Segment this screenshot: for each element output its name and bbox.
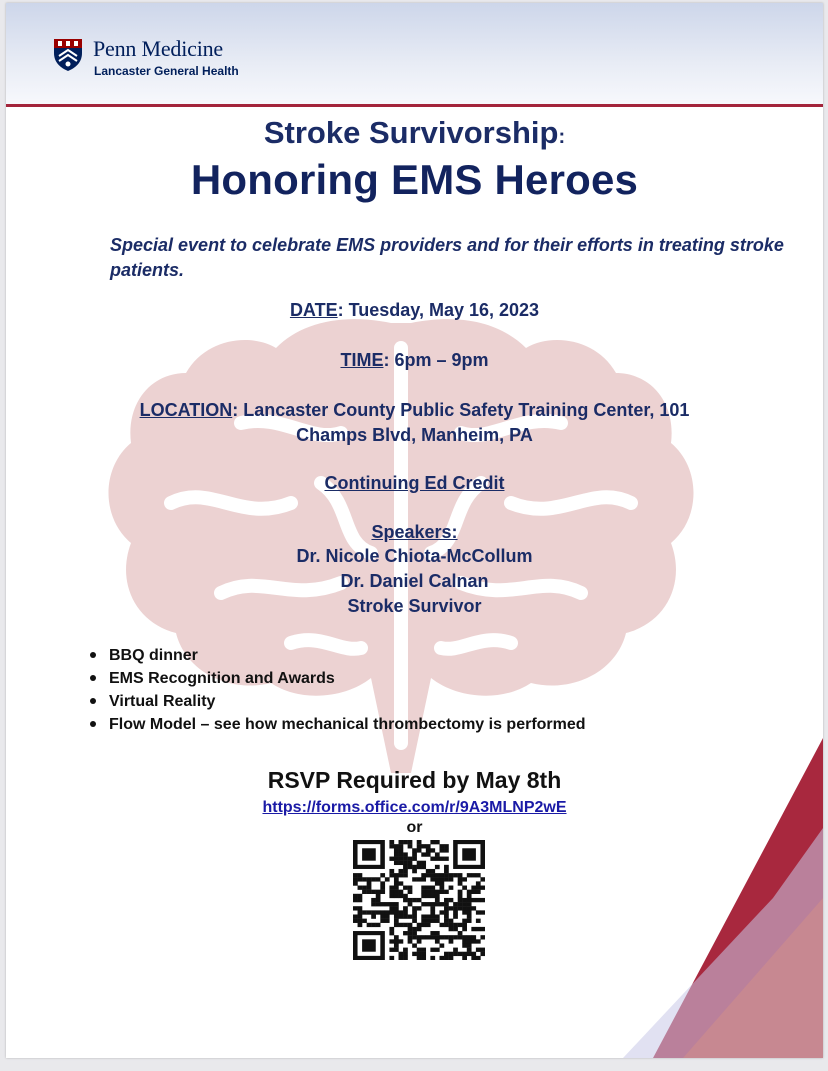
bullet-dot-icon xyxy=(90,675,96,681)
location-line xyxy=(6,398,823,423)
event-tagline: Special event to celebrate EMS providers and for their efforts in treating stroke patients. xyxy=(110,235,784,280)
time-line xyxy=(6,348,823,373)
time-value: : 6pm – 9pm xyxy=(383,350,489,370)
location-line-2: Champs Blvd, Manheim, PA xyxy=(296,425,533,445)
location-label: LOCATION xyxy=(139,400,233,420)
location-value-line1: : Lancaster County Public Safety Training Center, 101 xyxy=(232,400,690,420)
list-item-text: Flow Model – see how mechanical thrombectomy is performed xyxy=(109,716,586,733)
header-divider xyxy=(6,104,823,107)
qr-code-icon[interactable] xyxy=(353,840,485,960)
list-item xyxy=(88,644,586,667)
list-item-text: Virtual Reality xyxy=(109,693,216,710)
speaker-item: Dr. Daniel Calnan xyxy=(340,571,489,591)
list-item xyxy=(88,713,586,736)
bullet-dot-icon xyxy=(90,652,96,658)
date-line xyxy=(6,298,823,323)
event-title-text: Stroke Survivorship xyxy=(263,115,559,150)
list-item xyxy=(88,667,586,690)
list-item xyxy=(88,690,586,713)
time-label: TIME xyxy=(340,350,384,370)
activity-list xyxy=(88,644,586,736)
speaker-item: Dr. Nicole Chiota-McCollum xyxy=(296,546,533,566)
date-label: DATE xyxy=(289,300,338,320)
date-value: : Tuesday, May 16, 2023 xyxy=(337,300,540,320)
continuing-ed-credit: Continuing Ed Credit xyxy=(324,473,505,493)
logo-name: Penn Medicine xyxy=(93,36,223,61)
speakers-heading: Speakers: xyxy=(371,522,458,542)
bullet-dot-icon xyxy=(90,698,96,704)
rsvp-heading: RSVP Required by May 8th xyxy=(267,767,562,793)
event-headline: Honoring EMS Heroes xyxy=(190,156,639,203)
bullet-dot-icon xyxy=(90,721,96,727)
logo-subtitle: Lancaster General Health xyxy=(94,64,239,78)
event-title-colon: : xyxy=(558,126,566,148)
penn-shield-icon xyxy=(53,38,83,72)
list-item-text: EMS Recognition and Awards xyxy=(109,670,335,687)
or-text: or xyxy=(406,819,423,836)
speaker-item: Stroke Survivor xyxy=(347,596,482,616)
event-title xyxy=(6,115,823,151)
list-item-text: BBQ dinner xyxy=(109,647,198,664)
flyer-page xyxy=(6,3,823,1058)
rsvp-link[interactable]: https://forms.office.com/r/9A3MLNP2wE xyxy=(262,799,567,816)
